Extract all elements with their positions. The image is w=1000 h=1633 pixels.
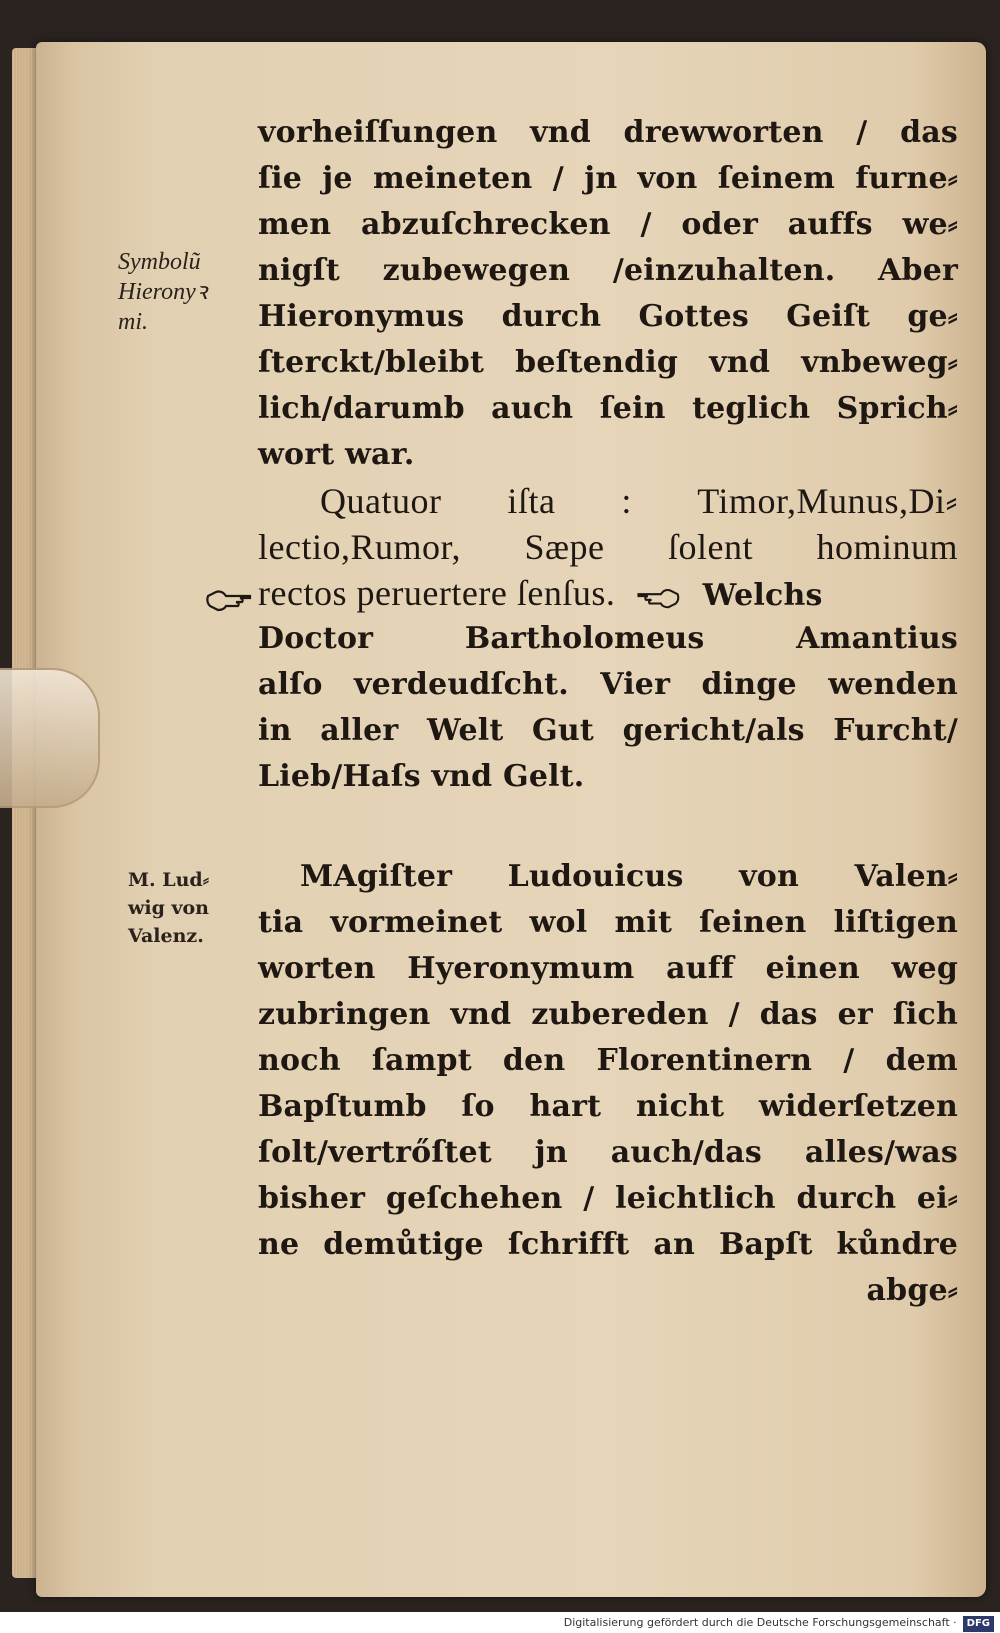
page-clip (0, 668, 100, 808)
text-line: in aller Welt Gut gericht/als Furcht/ (258, 713, 958, 748)
text-line: Hieronymus durch Gottes Geiſt ge⸗ (258, 299, 958, 334)
text-line: Lieb/Haſs vnd Gelt. (258, 759, 585, 794)
text-line: vorheiſſungen vnd drewworten / das (258, 115, 958, 150)
paragraph-line: zubringen vnd zubereden / das er ſich (258, 997, 958, 1032)
paragraph-line: ne demůtige ſchrifft an Bapſt kůndre (258, 1227, 958, 1262)
margin-note-line: Hieronyꝛ (118, 279, 208, 305)
text-line: alſo verdeudſcht. Vier dinge wenden (258, 667, 958, 702)
pointing-hand-icon (204, 584, 252, 614)
text-line: ſterckt/bleibt beſtendig vnd vnbeweg⸗ (258, 345, 958, 380)
footer-text: Digitalisierung gefördert durch die Deutsche Forschungsgemeinschaft · (563, 1616, 957, 1629)
paragraph-line: worten Hyeronymum auff einen weg (258, 951, 958, 986)
paragraph-line: MAgiſter Ludouicus von Valen⸗ (300, 859, 958, 894)
text-line: wort war. (258, 437, 415, 472)
paragraph-line: ſolt/vertrőſtet jn auch/das alles/was (258, 1135, 958, 1170)
paragraph-line: noch ſampt den Florentinern / dem (258, 1043, 958, 1078)
latin-line: lectio,Rumor, Sæpe ſolent hominum (258, 527, 958, 567)
pointing-hand-icon (636, 583, 682, 611)
margin-note-line: M. Lud⸗ (128, 869, 210, 891)
text-line: nigſt zubewegen /einzuhalten. Aber (258, 253, 958, 288)
footer-bar (0, 1612, 1000, 1633)
margin-note-symbolum (118, 247, 248, 337)
text-line: Doctor Bartholomeus Amantius (258, 621, 958, 656)
latin-line-with-hand (258, 570, 958, 616)
latin-line: Quatuor iſta : Timor,Munus,Di⸗ (320, 481, 958, 521)
margin-note-ludwig (128, 866, 248, 950)
margin-note-line: mi. (118, 309, 148, 335)
text-line: men abzuſchrecken / oder auffs we⸗ (258, 207, 958, 242)
dfg-logo: DFG (963, 1616, 994, 1632)
text-word: Welchs (702, 578, 823, 613)
paragraph-line: Bapſtumb ſo hart nicht widerſetzen (258, 1089, 958, 1124)
catchword: abge⸗ (866, 1273, 958, 1308)
text-line: lich/darumb auch ſein teglich Sprich⸗ (258, 391, 958, 426)
margin-note-line: Valenz. (128, 925, 204, 947)
margin-note-line: wig von (128, 897, 210, 919)
latin-line: rectos peruertere ſenſus. (258, 573, 616, 613)
paragraph-line: bisher geſchehen / leichtlich durch ei⸗ (258, 1181, 958, 1216)
paragraph-line: tia vormeinet wol mit ſeinen liſtigen (258, 905, 958, 940)
main-text (258, 110, 958, 1314)
text-line: ſie je meineten / jn von ſeinem furne⸗ (258, 161, 958, 196)
margin-note-line: Symbolũ (118, 249, 201, 275)
